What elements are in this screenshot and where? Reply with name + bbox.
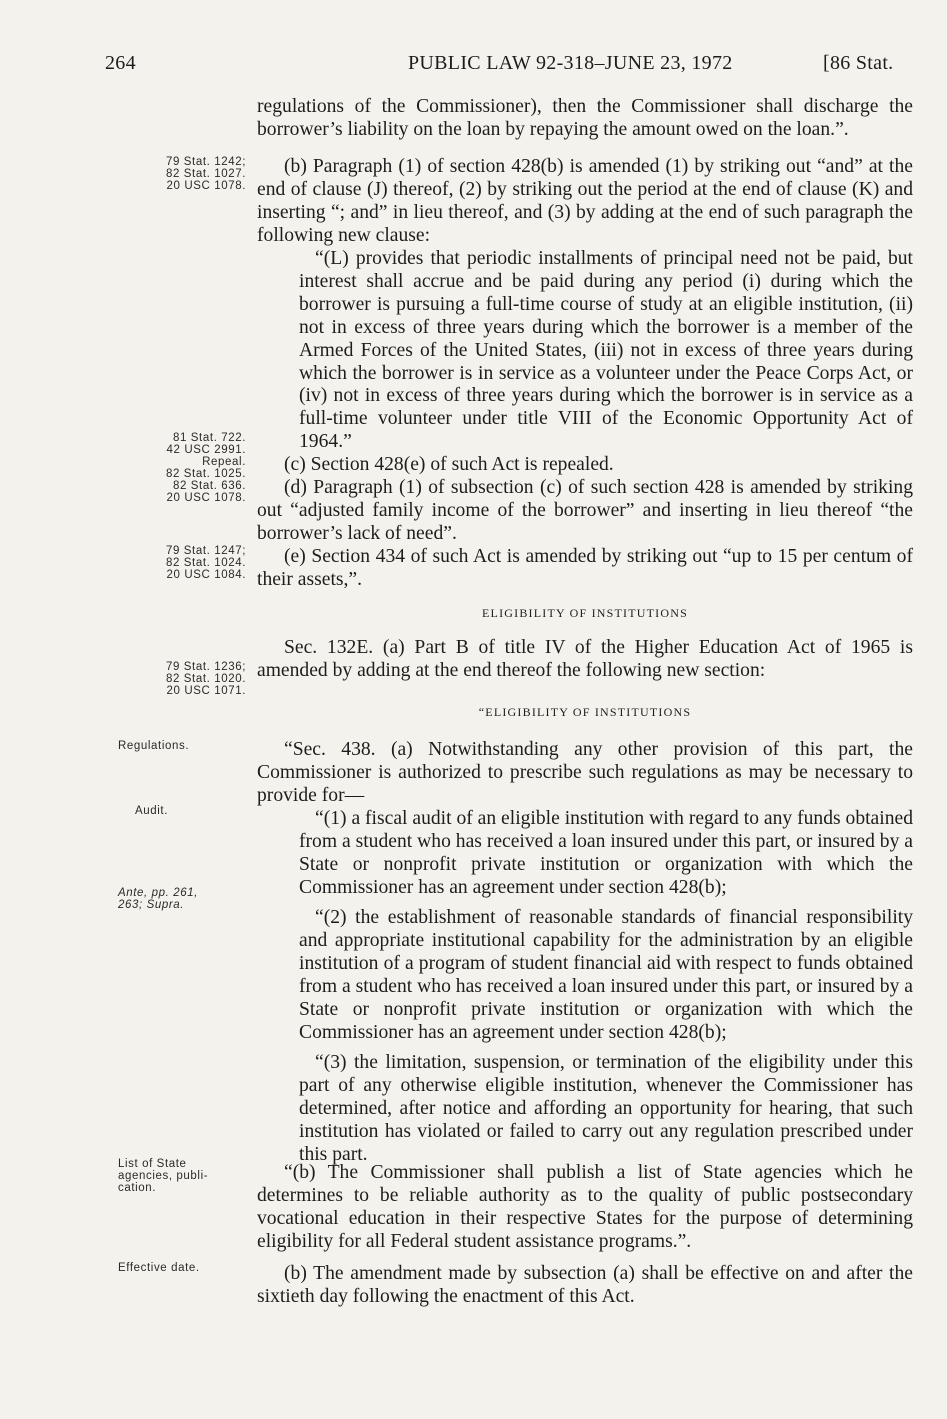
margin-note-state-agencies: List of State agencies, publi- cation. xyxy=(118,1158,209,1194)
running-title: PUBLIC LAW 92-318–JUNE 23, 1972 xyxy=(408,52,733,74)
margin-note-ante: Ante, pp. 261, 263; Supra. xyxy=(118,887,199,911)
page-header xyxy=(0,52,947,82)
paragraph: (b) Paragraph (1) of section 428(b) is amended (1) by striking out “and” at the end of clause (J) thereof, (2) by striking out the period at the end of clause (K) and inserting “; and” in lieu thereof, and (3) by adding at the end of such paragraph the following new clause: xyxy=(257,156,913,246)
margin-note-audit: Audit. xyxy=(135,805,169,817)
paragraph: (e) Section 434 of such Act is amended by striking out “up to 15 per centum of their assets,”. xyxy=(257,546,913,590)
margin-citation: 81 Stat. 722. 42 USC 2991. Repeal. 82 Stat. 1025. 82 Stat. 636. 20 USC 1078. xyxy=(165,432,246,504)
margin-note-regulations: Regulations. xyxy=(118,740,190,752)
page-number: 264 xyxy=(105,52,136,74)
paragraph: (c) Section 428(e) of such Act is repealed. xyxy=(284,454,614,475)
paragraph: (d) Paragraph (1) of subsection (c) of such section 428 is amended by striking out “adjusted family income of the borrower” and inserting in lieu thereof “the borrower’s lack of need”. xyxy=(257,477,913,544)
statute-reference: [86 Stat. xyxy=(823,52,894,74)
margin-citation: 79 Stat. 1236; 82 Stat. 1020. 20 USC 1071. xyxy=(165,661,246,697)
paragraph: “(1) a fiscal audit of an eligible institution with regard to any funds obtained from a student who has received a loan insured under this part, or insured by a State or nonprofit private institution or organization with which the Commissioner has an agreement under section 428(b); xyxy=(299,808,913,898)
margin-citation: 79 Stat. 1247; 82 Stat. 1024. 20 USC 1084. xyxy=(165,545,246,581)
section-heading: “ELIGIBILITY OF INSTITUTIONS xyxy=(478,705,692,719)
paragraph: “(2) the establishment of reasonable standards of financial responsibility and appropriate institutional capability for the administration by an eligible institution of a program of student financial aid with respect to funds obtained from a student who has received a loan insured under this part, or insured by a State or nonprofit private institution or organization with which the Commissioner has an agreement under section 428(b); xyxy=(299,907,913,1043)
margin-citation: 79 Stat. 1242; 82 Stat. 1027. 20 USC 1078. xyxy=(165,156,246,192)
margin-note-effective-date: Effective date. xyxy=(118,1262,200,1274)
paragraph: regulations of the Commissioner), then the Commissioner shall discharge the borrower’s liability on the loan by repaying the amount owed on the loan.”. xyxy=(257,96,913,140)
paragraph: “Sec. 438. (a) Notwithstanding any other provision of this part, the Commissioner is authorized to prescribe such regulations as may be necessary to provide for— xyxy=(257,739,913,806)
paragraph: “(3) the limitation, suspension, or termination of the eligibility under this part of any otherwise eligible institution, whenever the Commissioner has determined, after notice and affording an opportunity for hearing, that such institution has violated or failed to carry out any regulation prescribed under this part. xyxy=(299,1052,913,1165)
paragraph: Sec. 132E. (a) Part B of title IV of the Higher Education Act of 1965 is amended by adding at the end thereof the following new section: xyxy=(257,637,913,681)
section-heading: ELIGIBILITY OF INSTITUTIONS xyxy=(482,606,688,620)
paragraph: “(b) The Commissioner shall publish a list of State agencies which he determines to be reliable authority as to the quality of public postsecondary vocational education in their respective States for the purpose of determining eligibility for all Federal student assistance programs.”. xyxy=(257,1162,913,1252)
paragraph: (b) The amendment made by subsection (a) shall be effective on and after the sixtieth day following the enactment of this Act. xyxy=(257,1263,913,1307)
paragraph: “(L) provides that periodic installments of principal need not be paid, but interest shall accrue and be paid during any period (i) during which the borrower is pursuing a full-time course of study at an eligible institution, (ii) not in excess of three years during which the borrower is a member of the Armed Forces of the United States, (iii) not in excess of three years during which the borrower is in service as a volunteer under the Peace Corps Act, or (iv) not in excess of three years during which the borrower is in service as a full-time volunteer under title VIII of the Economic Opportunity Act of 1964.” xyxy=(299,248,913,453)
